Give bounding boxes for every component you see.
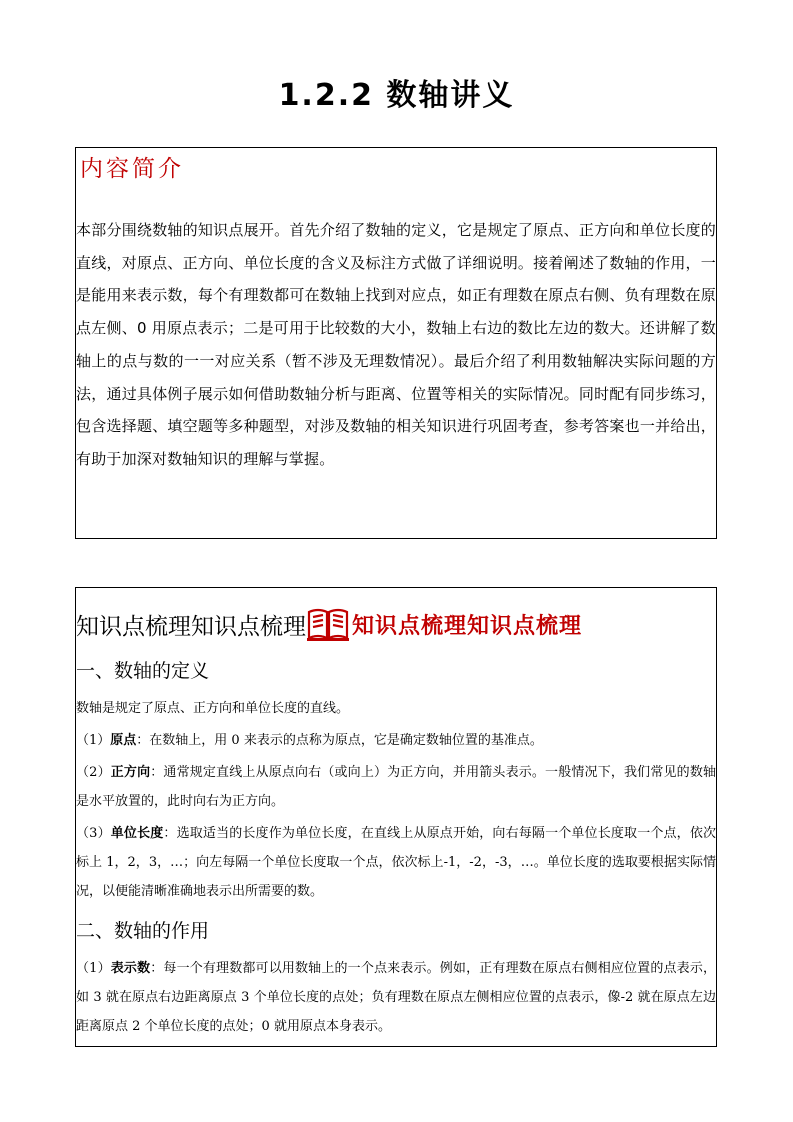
represent-term: 表示数 — [110, 961, 151, 976]
definition-text: 数轴是规定了原点、正方向和单位长度的直线。 — [76, 701, 350, 716]
origin-term: 原点 — [110, 733, 137, 748]
section-usage-title: 二、数轴的作用 — [76, 920, 210, 942]
unit-length-item — [76, 819, 716, 906]
book-icon — [306, 606, 350, 642]
represent-prefix: （1） — [76, 961, 111, 976]
unit-length-term: 单位长度 — [110, 826, 164, 841]
knowledge-heading-red: 知识点梳理知识点梳理 — [352, 612, 583, 639]
knowledge-heading-plain: 知识点梳理知识点梳理 — [76, 613, 306, 640]
knowledge-box — [75, 587, 717, 1047]
direction-text: ：通常规定直线上从原点向右（或向上）为正方向，并用箭头表示。一般情况下，我们常见的数轴是水平放置的，此时向右为正方向。 — [76, 765, 716, 809]
direction-term: 正方向 — [110, 765, 151, 780]
unit-length-prefix: （3） — [76, 826, 111, 841]
origin-text: ：在数轴上，用 0 来表示的点称为原点，它是确定数轴位置的基准点。 — [136, 733, 543, 748]
represent-text: ：每一个有理数都可以用数轴上的一个点来表示。例如，正有理数在原点右侧相应位置的点表示，如 3 就在原点右边距离原点 3 个单位长度的点处；负有理数在原点左侧相应位置的点表示，像-2 就在原点左边距离原点 2 个单位长度的点处；0 就用原点本身表示。 — [76, 961, 716, 1034]
knowledge-heading — [76, 606, 582, 642]
intro-body: 本部分围绕数轴的知识点展开。首先介绍了数轴的定义，它是规定了原点、正方向和单位长度的直线，对原点、正方向、单位长度的含义及标注方式做了详细说明。接着阐述了数轴的作用，一是能用来表示数，每个有理数都可在数轴上找到对应点，如正有理数在原点右侧、负有理数在原点左侧、0 用原点表示；二是可用于比较数的大小，数轴上右边的数比左边的数大。还讲解了数轴上的点与数的一一对应关系（暂不涉及无理数情况）。最后介绍了利用数轴解决实际问题的方法，通过具体例子展示如何借助数轴分析与距离、位置等相关的实际情况。同时配有同步练习，包含选择题、填空题等多种题型，对涉及数轴的相关知识进行巩固考查，参考答案也一并给出，有助于加深对数轴知识的理解与掌握。 — [76, 221, 716, 468]
direction-item — [76, 758, 716, 816]
intro-heading: 内容简介 — [80, 156, 184, 182]
represent-number-item — [76, 954, 716, 1041]
origin-prefix: （1） — [76, 733, 111, 748]
direction-prefix: （2） — [76, 765, 111, 780]
section-definition-title: 一、数轴的定义 — [76, 660, 210, 682]
page-title: 1.2.2 数轴讲义 — [278, 78, 515, 113]
intro-box — [75, 147, 717, 539]
unit-length-text: ：选取适当的长度作为单位长度，在直线上从原点开始，向右每隔一个单位长度取一个点，依次标上 1，2，3，…；向左每隔一个单位长度取一个点，依次标上-1，-2，-3，…。单位长度的选取要根据实际情况，以便能清晰准确地表示出所需要的数。 — [76, 826, 716, 899]
origin-item — [76, 726, 716, 755]
